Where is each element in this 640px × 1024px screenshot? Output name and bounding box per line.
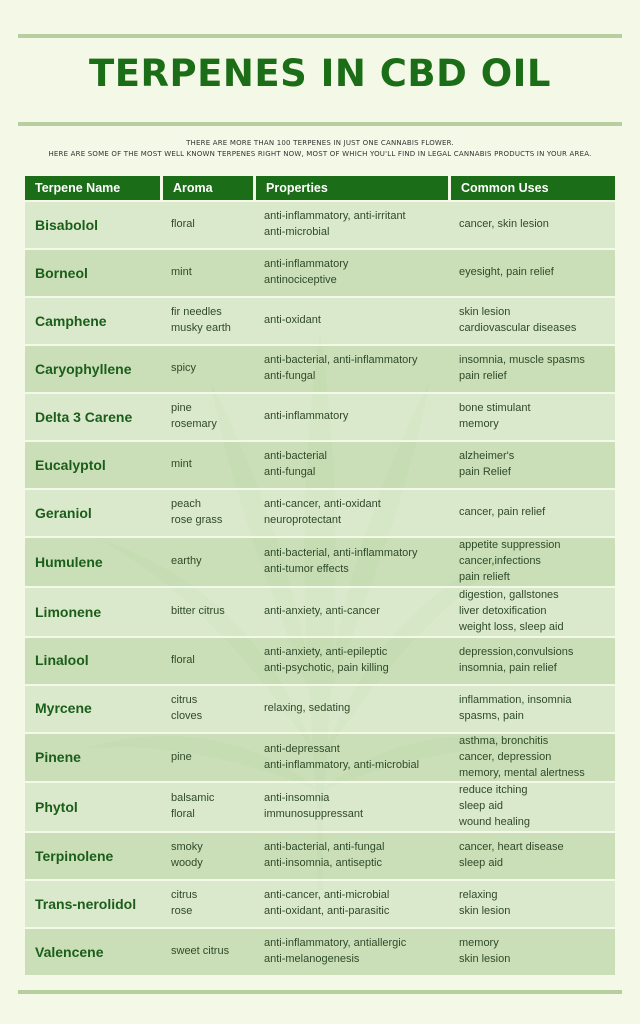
- properties-cell-line: antinociceptive: [264, 274, 337, 286]
- aroma-cell-line: earthy: [171, 554, 202, 567]
- properties-cell-line: anti-depressant: [264, 742, 340, 755]
- terpene-name-cell: Geraniol: [25, 488, 163, 536]
- terpene-name-cell: Valencene: [25, 927, 163, 975]
- properties-cell-line: anti-inflammatory, anti-microbial: [264, 758, 420, 771]
- properties-cell-line: anti-melanogenesis: [264, 953, 360, 966]
- aroma-cell: [163, 879, 256, 927]
- properties-cell: [256, 586, 451, 636]
- aroma-cell-line: fir needles: [171, 306, 222, 319]
- terpene-name-cell: Trans-nerolidol: [25, 879, 163, 927]
- common-uses-cell: [451, 248, 615, 296]
- table-row: [25, 636, 615, 684]
- properties-cell-line: anti-bacterial, anti-fungal: [264, 841, 385, 854]
- table-row: [25, 879, 615, 927]
- common-uses-cell-line: depression,convulsions: [459, 645, 574, 658]
- aroma-cell-line: balsamic: [171, 792, 215, 805]
- table-row: [25, 684, 615, 732]
- common-uses-cell-line: liver detoxification: [459, 604, 547, 617]
- common-uses-cell-line: alzheimer's: [459, 450, 515, 463]
- properties-cell-line: anti-anxiety, anti-cancer: [264, 604, 380, 617]
- aroma-cell: [163, 344, 256, 392]
- table-row: [25, 831, 615, 879]
- terpene-name-cell: Linalool: [25, 636, 163, 684]
- table-row: [25, 781, 615, 831]
- common-uses-cell-line: weight loss, sleep aid: [459, 620, 564, 633]
- common-uses-cell-line: reduce itching: [459, 784, 528, 797]
- common-uses-cell-line: memory: [459, 937, 499, 950]
- subtitle-line-1: THERE ARE MORE THAN 100 TERPENES IN JUST ONE CANNABIS FLOWER.: [186, 139, 454, 147]
- aroma-cell-line: pine: [171, 750, 192, 763]
- common-uses-cell: [451, 636, 615, 684]
- properties-cell-line: anti-fungal: [264, 466, 316, 478]
- aroma-cell: [163, 248, 256, 296]
- common-uses-cell-line: skin lesion: [459, 905, 511, 918]
- common-uses-cell: [451, 392, 615, 440]
- common-uses-cell-line: asthma, bronchitis: [459, 734, 549, 747]
- terpenes-table: [25, 176, 615, 975]
- common-uses-cell-line: pain relief: [459, 370, 507, 382]
- aroma-cell-line: smoky: [171, 841, 203, 854]
- aroma-cell: [163, 927, 256, 975]
- properties-cell: [256, 879, 451, 927]
- common-uses-cell-line: skin lesion: [459, 953, 511, 966]
- common-uses-cell-line: skin lesion: [459, 306, 511, 319]
- properties-cell-line: anti-bacterial: [264, 450, 327, 463]
- terpene-name-cell: Eucalyptol: [25, 440, 163, 488]
- table-row: [25, 536, 615, 586]
- common-uses-cell: [451, 732, 615, 782]
- aroma-cell-line: musky earth: [171, 322, 231, 334]
- terpene-name-cell: Bisabolol: [25, 200, 163, 248]
- aroma-cell-line: citrus: [171, 889, 198, 902]
- table-row: [25, 440, 615, 488]
- terpene-name-cell: Humulene: [25, 536, 163, 586]
- terpene-name-cell: Borneol: [25, 248, 163, 296]
- common-uses-cell-line: cancer, skin lesion: [459, 218, 549, 231]
- properties-cell: [256, 344, 451, 392]
- aroma-cell: [163, 200, 256, 248]
- common-uses-cell-line: wound healing: [459, 816, 530, 829]
- aroma-cell: [163, 781, 256, 831]
- properties-cell: [256, 440, 451, 488]
- properties-cell: [256, 732, 451, 782]
- common-uses-cell-line: eyesight, pain relief: [459, 266, 554, 279]
- aroma-cell: [163, 636, 256, 684]
- table-row: [25, 488, 615, 536]
- properties-cell-line: anti-inflammatory: [264, 258, 349, 271]
- common-uses-cell: [451, 344, 615, 392]
- aroma-cell-line: mint: [171, 266, 192, 279]
- aroma-cell: [163, 440, 256, 488]
- properties-cell-line: anti-fungal: [264, 370, 316, 382]
- subtitle-line-2: HERE ARE SOME OF THE MOST WELL KNOWN TERPENES RIGHT NOW, MOST OF WHICH YOU'LL FIND IN LEGAL CANNABIS PRODUCTS IN YOUR AREA.: [48, 150, 592, 158]
- properties-cell-line: anti-microbial: [264, 226, 330, 238]
- table-row: [25, 344, 615, 392]
- aroma-cell-line: woody: [171, 857, 203, 870]
- properties-cell-line: anti-oxidant, anti-parasitic: [264, 905, 390, 918]
- common-uses-cell-line: insomnia, muscle spasms: [459, 354, 585, 367]
- properties-cell-line: anti-inflammatory: [264, 410, 349, 423]
- aroma-cell-line: mint: [171, 458, 192, 471]
- common-uses-cell-line: cancer,infections: [459, 554, 541, 567]
- properties-cell: [256, 636, 451, 684]
- properties-cell: [256, 296, 451, 344]
- table-row: [25, 586, 615, 636]
- table-row: [25, 200, 615, 248]
- properties-cell-line: anti-cancer, anti-oxidant: [264, 498, 381, 511]
- aroma-cell: [163, 296, 256, 344]
- page-title: TERPENES IN CBD OIL: [88, 52, 552, 95]
- table-body: [25, 200, 615, 975]
- terpene-name-cell: Caryophyllene: [25, 344, 163, 392]
- common-uses-cell: [451, 927, 615, 975]
- properties-cell-line: relaxing, sedating: [264, 701, 351, 714]
- common-uses-cell: [451, 488, 615, 536]
- common-uses-cell: [451, 200, 615, 248]
- aroma-cell: [163, 488, 256, 536]
- common-uses-cell: [451, 879, 615, 927]
- table-row: [25, 927, 615, 975]
- properties-cell: [256, 392, 451, 440]
- common-uses-cell-line: digestion, gallstones: [459, 588, 559, 601]
- aroma-cell-line: rosemary: [171, 418, 217, 430]
- properties-cell-line: anti-insomnia: [264, 792, 330, 805]
- terpene-name-cell: Phytol: [25, 781, 163, 831]
- properties-cell-line: anti-anxiety, anti-epileptic: [264, 645, 388, 658]
- properties-cell-line: anti-bacterial, anti-inflammatory: [264, 354, 418, 367]
- common-uses-cell-line: relaxing: [459, 889, 498, 902]
- properties-cell-line: immunosuppressant: [264, 808, 364, 821]
- common-uses-cell: [451, 586, 615, 636]
- column-header-terpene-name: Terpene Name: [25, 176, 163, 200]
- properties-cell-line: anti-insomnia, antiseptic: [264, 857, 383, 870]
- common-uses-cell-line: cancer, depression: [459, 750, 552, 763]
- top-rule-2: [18, 122, 622, 126]
- properties-cell: [256, 488, 451, 536]
- aroma-cell-line: sweet citrus: [171, 945, 230, 958]
- terpene-name-cell: Myrcene: [25, 684, 163, 732]
- aroma-cell: [163, 684, 256, 732]
- column-header-common-uses: Common Uses: [451, 176, 615, 200]
- properties-cell: [256, 684, 451, 732]
- column-header-properties: Properties: [256, 176, 451, 200]
- bottom-rule: [18, 990, 622, 994]
- aroma-cell: [163, 831, 256, 879]
- aroma-cell-line: floral: [171, 808, 195, 821]
- terpene-name-cell: Camphene: [25, 296, 163, 344]
- terpene-name-cell: Delta 3 Carene: [25, 392, 163, 440]
- aroma-cell: [163, 586, 256, 636]
- properties-cell: [256, 781, 451, 831]
- properties-cell: [256, 200, 451, 248]
- common-uses-cell-line: pain Relief: [459, 466, 511, 478]
- common-uses-cell-line: memory, mental alertness: [459, 766, 585, 779]
- aroma-cell-line: rose grass: [171, 514, 223, 526]
- common-uses-cell-line: cancer, heart disease: [459, 841, 564, 854]
- aroma-cell-line: floral: [171, 653, 195, 666]
- aroma-cell: [163, 392, 256, 440]
- common-uses-cell: [451, 296, 615, 344]
- properties-cell: [256, 927, 451, 975]
- properties-cell: [256, 248, 451, 296]
- aroma-cell-line: bitter citrus: [171, 604, 225, 617]
- common-uses-cell-line: insomnia, pain relief: [459, 661, 557, 674]
- common-uses-cell-line: cardiovascular diseases: [459, 322, 577, 334]
- properties-cell-line: anti-cancer, anti-microbial: [264, 889, 390, 902]
- common-uses-cell-line: pain relieft: [459, 570, 510, 583]
- common-uses-cell-line: appetite suppression: [459, 539, 561, 551]
- table-row: [25, 296, 615, 344]
- common-uses-cell-line: sleep aid: [459, 857, 504, 870]
- properties-cell-line: anti-tumor effects: [264, 562, 349, 575]
- table-row: [25, 392, 615, 440]
- aroma-cell-line: citrus: [171, 693, 198, 706]
- common-uses-cell: [451, 781, 615, 831]
- common-uses-cell: [451, 831, 615, 879]
- common-uses-cell: [451, 684, 615, 732]
- common-uses-cell: [451, 440, 615, 488]
- column-header-aroma: Aroma: [163, 176, 256, 200]
- terpene-name-cell: Pinene: [25, 732, 163, 782]
- properties-cell-line: anti-psychotic, pain killing: [264, 661, 389, 674]
- top-rule-1: [18, 34, 622, 38]
- aroma-cell-line: spicy: [171, 362, 197, 375]
- common-uses-cell-line: sleep aid: [459, 800, 504, 813]
- aroma-cell-line: rose: [171, 905, 193, 918]
- aroma-cell: [163, 732, 256, 782]
- aroma-cell-line: floral: [171, 218, 195, 231]
- aroma-cell-line: pine: [171, 402, 192, 415]
- common-uses-cell-line: inflammation, insomnia: [459, 693, 572, 706]
- aroma-cell: [163, 536, 256, 586]
- table-row: [25, 732, 615, 782]
- common-uses-cell: [451, 536, 615, 586]
- common-uses-cell-line: bone stimulant: [459, 402, 531, 415]
- common-uses-cell-line: spasms, pain: [459, 709, 524, 722]
- table-row: [25, 248, 615, 296]
- aroma-cell-line: cloves: [171, 709, 203, 722]
- properties-cell-line: anti-inflammatory, antiallergic: [264, 937, 407, 950]
- terpene-name-cell: Limonene: [25, 586, 163, 636]
- properties-cell-line: anti-inflammatory, anti-irritant: [264, 210, 406, 223]
- terpene-name-cell: Terpinolene: [25, 831, 163, 879]
- properties-cell: [256, 831, 451, 879]
- aroma-cell-line: peach: [171, 498, 201, 511]
- table-header-row: [25, 176, 615, 200]
- properties-cell-line: neuroprotectant: [264, 514, 342, 526]
- properties-cell-line: anti-bacterial, anti-inflammatory: [264, 546, 418, 559]
- common-uses-cell-line: memory: [459, 418, 499, 430]
- properties-cell-line: anti-oxidant: [264, 314, 321, 327]
- common-uses-cell-line: cancer, pain relief: [459, 506, 546, 519]
- properties-cell: [256, 536, 451, 586]
